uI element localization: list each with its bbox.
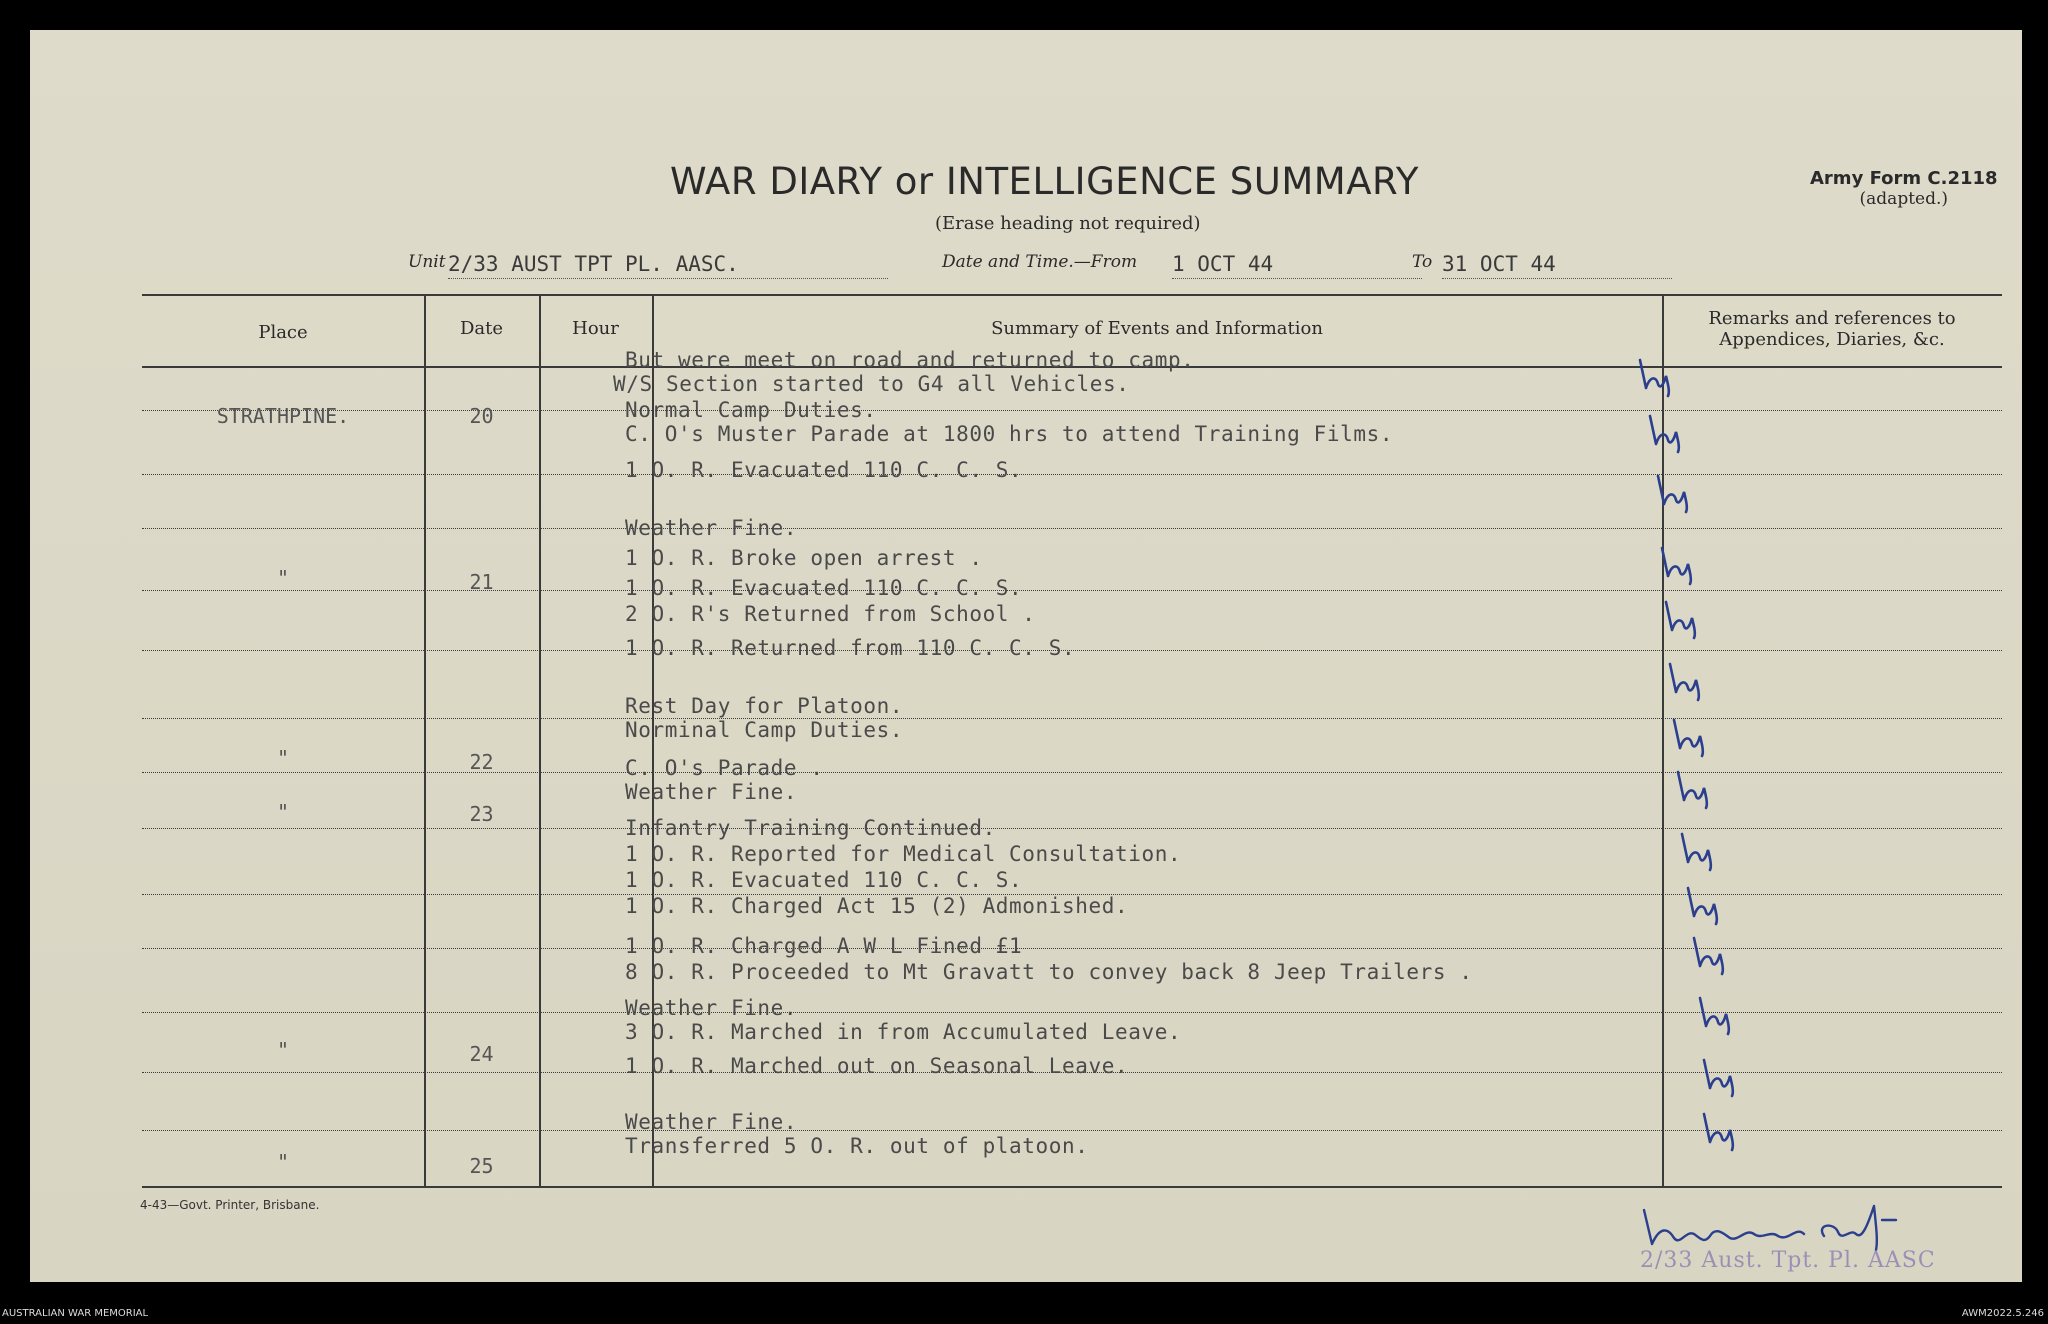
summary-line: 1 O. R. Evacuated 110 C. C. S. <box>625 868 1023 892</box>
archive-credit: AUSTRALIAN WAR MEMORIAL <box>2 1308 149 1319</box>
summary-line: W/S Section started to G4 all Vehicles. <box>613 372 1130 396</box>
army-form-label <box>1810 168 1998 209</box>
table-top-border <box>142 294 2002 296</box>
summary-line: 1 O. R. Broke open arrest . <box>625 546 983 570</box>
initials-mark <box>1684 882 1728 926</box>
summary-line: 1 O. R. Reported for Medical Consultation. <box>625 842 1182 866</box>
summary-line: 1 O. R. Charged Act 15 (2) Admonished. <box>625 894 1129 918</box>
summary-line: Weather Fine. <box>625 996 798 1020</box>
header-remarks-line-1: Remarks and references to <box>1708 308 1956 329</box>
date-cell: 20 <box>469 404 494 428</box>
header-remarks <box>1662 308 2002 350</box>
initials-mark <box>1658 542 1702 586</box>
unit-label: Unit <box>408 252 446 272</box>
army-form-adapted: (adapted.) <box>1859 189 1949 209</box>
summary-line: 3 O. R. Marched in from Accumulated Leave. <box>625 1020 1182 1044</box>
initials-mark <box>1670 714 1714 758</box>
summary-line: Weather Fine. <box>625 1110 798 1134</box>
table-bottom-border <box>142 1186 2002 1188</box>
date-from-label: Date and Time.—From <box>942 252 1138 272</box>
date-cell: 23 <box>469 802 494 826</box>
initials-mark <box>1696 992 1740 1036</box>
date-cell: 25 <box>469 1154 494 1178</box>
initials-mark <box>1690 932 1734 976</box>
date-to-value: 31 OCT 44 <box>1442 252 1672 279</box>
place-cell: " <box>276 746 290 770</box>
summary-line: 1 O. R. Charged A W L Fined £1 <box>625 934 1023 958</box>
summary-line: Weather Fine. <box>625 780 798 804</box>
war-diary-page <box>30 30 2022 1282</box>
archive-reference: AWM2022.5.246 <box>1961 1308 2044 1319</box>
date-cell: 21 <box>469 570 494 594</box>
army-form-number: Army Form C.2118 <box>1810 168 1998 189</box>
summary-line: But were meet on road and returned to camp. <box>625 348 1195 372</box>
place-cell: " <box>276 566 290 590</box>
date-to-label: To <box>1412 252 1433 272</box>
document-subtitle: (Erase heading not required) <box>935 213 1201 234</box>
col-divider-date <box>539 294 541 1188</box>
initials-mark <box>1636 354 1680 398</box>
place-cell: " <box>276 1038 290 1062</box>
row-separator <box>142 474 2002 475</box>
printer-imprint: 4-43—Govt. Printer, Brisbane. <box>140 1198 320 1212</box>
place-cell: STRATHPINE. <box>216 404 350 428</box>
row-separator <box>142 528 2002 529</box>
summary-line: C. O's Muster Parade at 1800 hrs to attend Training Films. <box>625 422 1394 446</box>
initials-mark <box>1678 828 1722 872</box>
row-separator <box>142 590 2002 591</box>
row-separator <box>142 828 2002 829</box>
row-separator <box>142 772 2002 773</box>
initials-mark <box>1662 596 1706 640</box>
summary-line: Weather Fine. <box>625 516 798 540</box>
initials-mark <box>1674 766 1718 810</box>
document-title: WAR DIARY or INTELLIGENCE SUMMARY <box>670 160 1419 203</box>
summary-line: 1 O. R. Returned from 110 C. C. S. <box>625 636 1076 660</box>
header-date: Date <box>459 318 504 339</box>
summary-line: Infantry Training Continued. <box>625 816 996 840</box>
summary-line: C. O's Parade . <box>625 756 824 780</box>
unit-value: 2/33 AUST TPT PL. AASC. <box>448 252 888 279</box>
date-cell: 22 <box>469 750 494 774</box>
header-place: Place <box>258 322 308 343</box>
initials-mark <box>1700 1054 1744 1098</box>
initials-mark <box>1700 1108 1744 1152</box>
summary-line: 8 O. R. Proceeded to Mt Gravatt to convey back 8 Jeep Trailers . <box>625 960 1473 984</box>
header-remarks-line-2: Appendices, Diaries, &c. <box>1719 329 1945 350</box>
summary-line: Norminal Camp Duties. <box>625 718 904 742</box>
header-summary: Summary of Events and Information <box>991 318 1323 339</box>
summary-line: Normal Camp Duties. <box>625 398 877 422</box>
place-cell: " <box>276 1150 290 1174</box>
header-hour: Hour <box>572 318 619 339</box>
summary-line: Rest Day for Platoon. <box>625 694 904 718</box>
summary-line: Transferred 5 O. R. out of platoon. <box>625 1134 1089 1158</box>
initials-mark <box>1666 658 1710 702</box>
initials-mark <box>1654 470 1698 514</box>
place-cell: " <box>276 800 290 824</box>
date-from-value: 1 OCT 44 <box>1172 252 1422 279</box>
date-cell: 24 <box>469 1042 494 1066</box>
row-separator <box>142 718 2002 719</box>
summary-line: 1 O. R. Evacuated 110 C. C. S. <box>625 576 1023 600</box>
unit-stamp: 2/33 Aust. Tpt. Pl. AASC <box>1640 1248 1936 1273</box>
summary-line: 1 O. R. Evacuated 110 C. C. S. <box>625 458 1023 482</box>
summary-line: 1 O. R. Marched out on Seasonal Leave. <box>625 1054 1129 1078</box>
initials-mark <box>1646 410 1690 454</box>
summary-line: 2 O. R's Returned from School . <box>625 602 1036 626</box>
